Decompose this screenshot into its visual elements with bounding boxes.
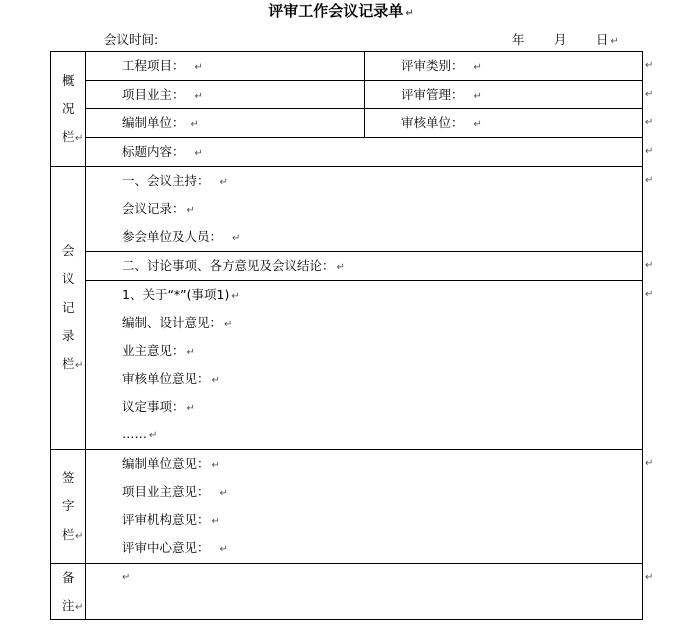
- decision-field: 议定事项： ↵: [122, 399, 195, 414]
- project-owner-opinion-field: 项目业主意见： ↵: [122, 484, 228, 499]
- project-item-field: 工程项目： ↵: [122, 58, 203, 73]
- reviewer-opinion-field: 审核单位意见： ↵: [122, 371, 220, 386]
- ellipsis-line: …… ↵: [122, 426, 158, 441]
- owner-opinion-field: 业主意见： ↵: [122, 343, 195, 358]
- review-management-field: 评审管理： ↵: [401, 87, 482, 102]
- remarks-content: ↵: [122, 572, 131, 583]
- review-agency-opinion-field: 评审机构意见： ↵: [122, 512, 220, 527]
- prepared-by-field: 编制单位： ↵: [122, 115, 199, 130]
- day-label: 日 ↵: [596, 32, 619, 47]
- reviewed-by-field: 审核单位： ↵: [401, 115, 482, 130]
- participants-field: 参会单位及人员： ↵: [122, 229, 241, 244]
- review-category-field: 评审类别： ↵: [401, 58, 482, 73]
- month-label: 月: [554, 32, 567, 47]
- meeting-minutes-field: 会议记录： ↵: [122, 201, 195, 216]
- prep-design-opinion-field: 编制、设计意见： ↵: [122, 315, 233, 330]
- prep-unit-opinion-field: 编制单位意见： ↵: [122, 456, 220, 471]
- form-title: 评审工作会议记录单 ↵: [268, 2, 414, 20]
- review-center-opinion-field: 评审中心意见： ↵: [122, 540, 228, 555]
- year-label: 年: [512, 32, 525, 47]
- title-content-field: 标题内容： ↵: [122, 144, 203, 159]
- meeting-host-field: 一、会议主持： ↵: [122, 173, 228, 188]
- discussion-heading: 二、讨论事项、各方意见及会议结论： ↵: [122, 258, 345, 273]
- item-1-heading: 1、关于“*”(事项1) ↵: [122, 287, 240, 302]
- project-owner-field: 项目业主： ↵: [122, 87, 203, 102]
- meeting-time-label: 会议时间:: [104, 32, 159, 47]
